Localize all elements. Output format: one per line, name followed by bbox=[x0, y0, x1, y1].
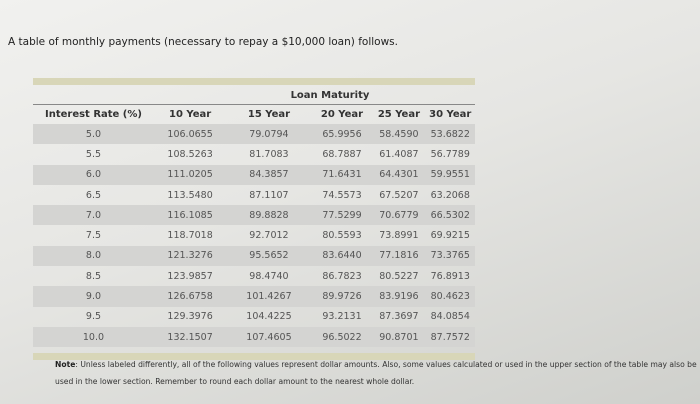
payment-cell: 81.7083 bbox=[249, 148, 289, 160]
payment-cell: 129.3976 bbox=[167, 311, 213, 323]
payment-cell: 113.5480 bbox=[167, 189, 213, 201]
payment-cell: 61.4087 bbox=[379, 148, 419, 160]
note-label: Note bbox=[55, 360, 76, 369]
table-row bbox=[33, 266, 475, 286]
column-header: 10 Year bbox=[169, 109, 212, 120]
payment-cell: 126.6758 bbox=[154, 286, 226, 306]
column-header-row bbox=[33, 105, 475, 124]
table-row bbox=[33, 205, 475, 225]
column-header: 25 Year bbox=[377, 109, 421, 120]
note-text bbox=[55, 356, 700, 390]
payment-cell: 70.6779 bbox=[372, 205, 425, 225]
intro-text: A table of monthly payments (necessary to repay a $10,000 loan) follows. bbox=[8, 36, 398, 48]
payment-cell: 90.8701 bbox=[372, 327, 425, 347]
payment-cell: 83.9196 bbox=[372, 286, 425, 306]
interest-rate-cell: 9.0 bbox=[33, 286, 154, 306]
table-row bbox=[33, 165, 475, 185]
payment-cell: 87.1107 bbox=[249, 189, 289, 201]
payment-cell: 73.8991 bbox=[379, 230, 419, 242]
payment-cell: 89.8828 bbox=[226, 205, 311, 225]
interest-rate-cell: 8.5 bbox=[85, 270, 102, 282]
payment-cell: 132.1507 bbox=[154, 327, 226, 347]
payment-cell: 79.0794 bbox=[226, 124, 311, 144]
payment-cell: 76.8913 bbox=[430, 270, 470, 282]
payment-cell: 87.7572 bbox=[426, 327, 475, 347]
payment-cell: 86.7823 bbox=[322, 270, 362, 282]
payment-cell: 69.9215 bbox=[430, 230, 470, 242]
interest-rate-cell: 8.0 bbox=[33, 246, 154, 266]
table-row bbox=[33, 327, 475, 347]
table-row bbox=[33, 124, 475, 144]
column-header: Interest Rate (%) bbox=[44, 109, 142, 120]
payment-cell: 92.7012 bbox=[249, 230, 289, 242]
payment-cell: 56.7789 bbox=[430, 148, 470, 160]
table-row bbox=[33, 286, 475, 306]
payment-cell: 68.7887 bbox=[322, 148, 362, 160]
payment-cell: 80.5593 bbox=[322, 230, 362, 242]
payment-cell: 87.3697 bbox=[379, 311, 419, 323]
payment-cell: 107.4605 bbox=[226, 327, 311, 347]
payment-cell: 53.6822 bbox=[426, 124, 475, 144]
payment-cell: 93.2131 bbox=[322, 311, 362, 323]
column-header: 15 Year bbox=[247, 109, 291, 120]
interest-rate-cell: 5.0 bbox=[33, 124, 154, 144]
table-row bbox=[33, 185, 475, 205]
payment-cell: 71.6431 bbox=[312, 165, 373, 185]
payment-cell: 121.3276 bbox=[154, 246, 226, 266]
payment-cell: 101.4267 bbox=[226, 286, 311, 306]
column-header: 20 Year bbox=[320, 109, 364, 120]
interest-rate-cell: 6.5 bbox=[85, 189, 102, 201]
payment-cell: 77.5299 bbox=[312, 205, 373, 225]
payment-cell: 66.5302 bbox=[426, 205, 475, 225]
payment-cell: 95.5652 bbox=[226, 246, 311, 266]
payment-cell: 83.6440 bbox=[312, 246, 373, 266]
interest-rate-cell: 9.5 bbox=[85, 311, 102, 323]
payment-cell: 77.1816 bbox=[372, 246, 425, 266]
payment-cell: 80.5227 bbox=[379, 270, 419, 282]
payment-cell: 96.5022 bbox=[312, 327, 373, 347]
table-row bbox=[33, 144, 475, 164]
payment-cell: 89.9726 bbox=[312, 286, 373, 306]
interest-rate-cell: 7.5 bbox=[85, 230, 102, 242]
payment-cell: 98.4740 bbox=[249, 270, 289, 282]
payment-cell: 84.3857 bbox=[226, 165, 311, 185]
interest-rate-cell: 7.0 bbox=[33, 205, 154, 225]
table-top-bar bbox=[33, 78, 475, 85]
payment-cell: 123.9857 bbox=[167, 270, 213, 282]
payment-cell: 63.2068 bbox=[430, 189, 470, 201]
payment-cell: 104.4225 bbox=[246, 311, 292, 323]
payment-cell: 108.5263 bbox=[167, 148, 213, 160]
payment-cell: 74.5573 bbox=[322, 189, 362, 201]
payment-cell: 67.5207 bbox=[379, 189, 419, 201]
payment-cell: 106.0655 bbox=[154, 124, 226, 144]
payment-cell: 118.7018 bbox=[167, 230, 213, 242]
interest-rate-cell: 10.0 bbox=[33, 327, 154, 347]
payment-cell: 65.9956 bbox=[312, 124, 373, 144]
interest-rate-cell: 6.0 bbox=[33, 165, 154, 185]
table-row bbox=[33, 307, 475, 327]
payment-cell: 80.4623 bbox=[426, 286, 475, 306]
payment-cell: 59.9551 bbox=[426, 165, 475, 185]
interest-rate-cell: 5.5 bbox=[85, 148, 102, 160]
payment-cell: 64.4301 bbox=[372, 165, 425, 185]
payment-cell: 73.3765 bbox=[426, 246, 475, 266]
table-row bbox=[33, 246, 475, 266]
column-header: 30 Year bbox=[429, 109, 472, 120]
note-body: : Unless labeled differently, all of the following values represent dollar amounts. Also, some values calculated or used in the upper section of the table may also be used in the lower section. Remember to round each dollar amount to the nearest whole dollar. bbox=[55, 360, 697, 386]
table-row bbox=[33, 225, 475, 245]
payment-table bbox=[33, 78, 475, 360]
payment-cell: 111.0205 bbox=[154, 165, 226, 185]
payment-cell: 58.4590 bbox=[372, 124, 425, 144]
loan-maturity-header: Loan Maturity bbox=[290, 90, 370, 101]
payment-cell: 84.0854 bbox=[430, 311, 470, 323]
payment-cell: 116.1085 bbox=[154, 205, 226, 225]
